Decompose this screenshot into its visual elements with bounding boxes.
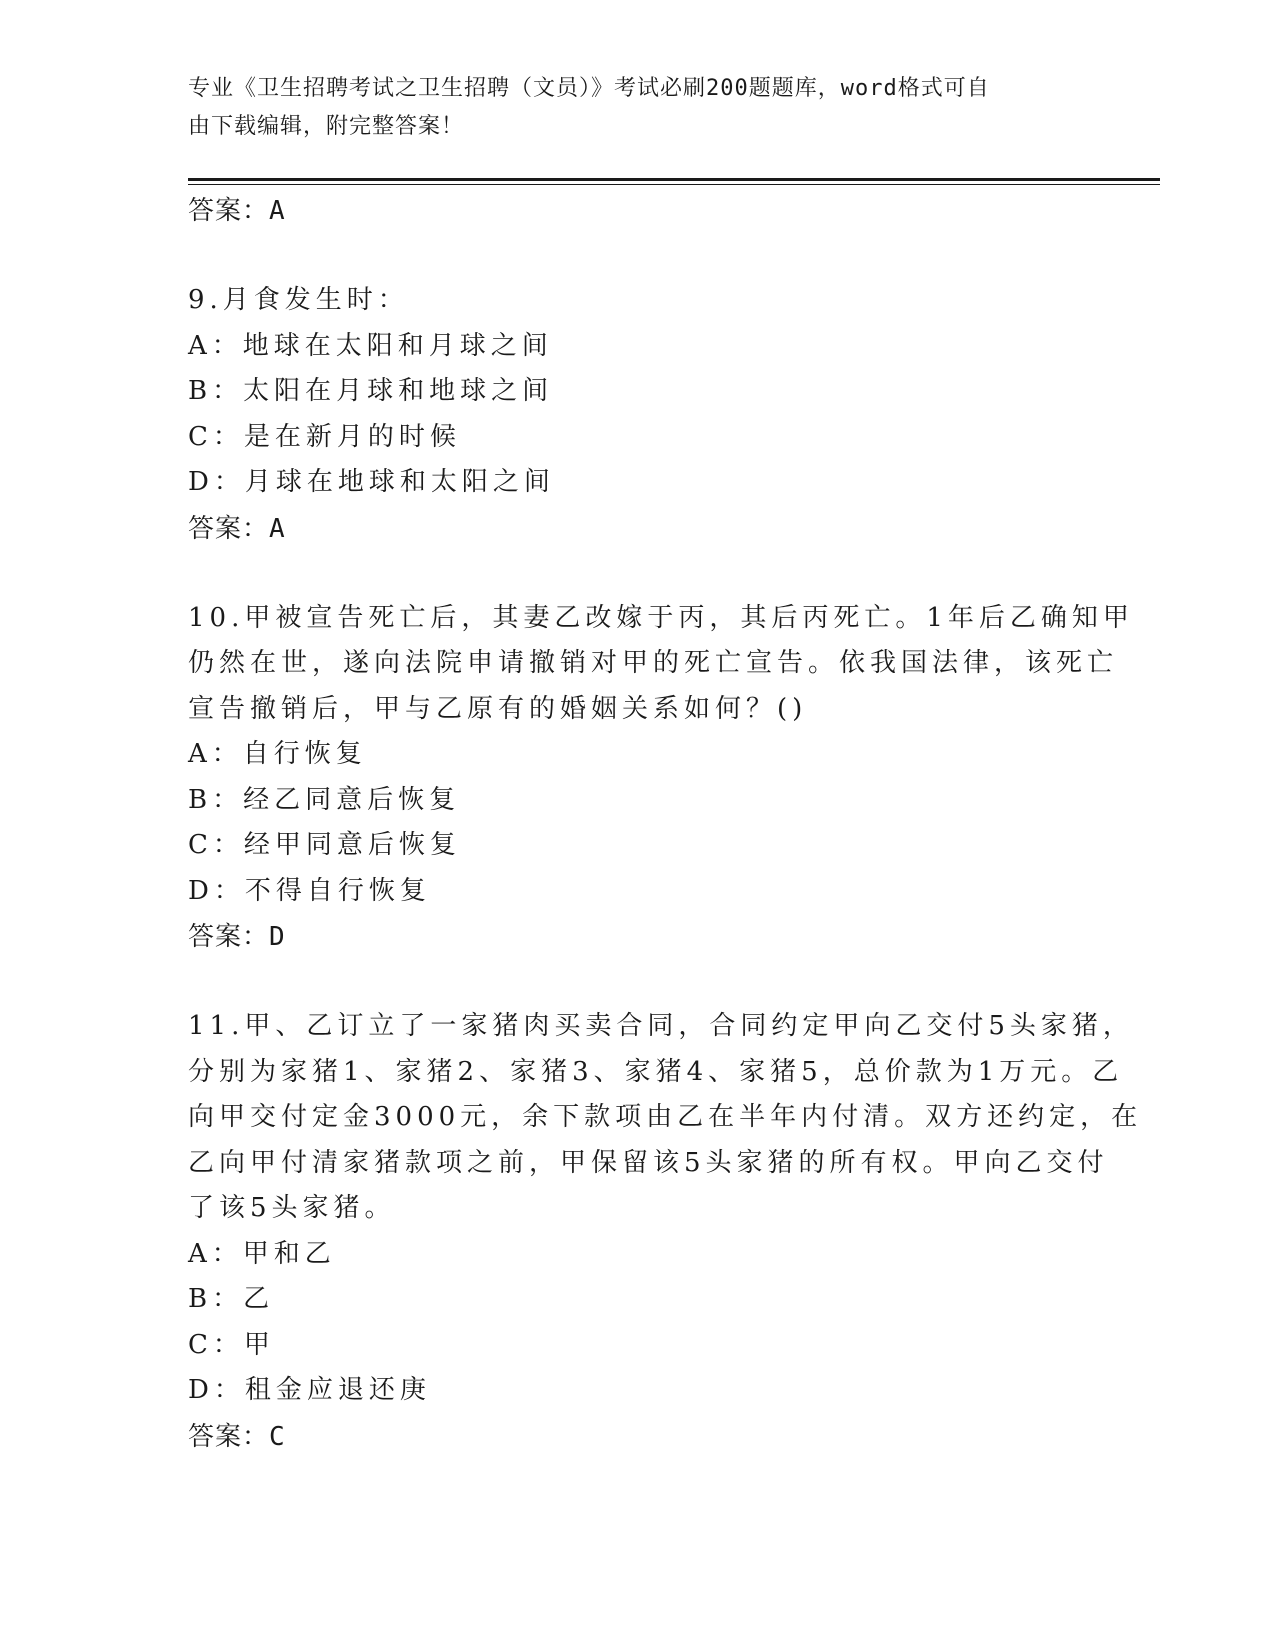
header-divider-thin [188, 184, 1160, 185]
question-text: 9.月食发生时： [188, 285, 409, 315]
option-c: C：经甲同意后恢复 [188, 830, 461, 860]
question-text: 10.甲被宣告死亡后，其妻乙改嫁于丙，其后丙死亡。1年后乙确知甲 [188, 602, 1134, 633]
answer-line: 答案：A [188, 513, 286, 544]
question-text: 11.甲、乙订立了一家猪肉买卖合同，合同约定甲向乙交付5头家猪， [188, 1011, 1134, 1041]
option-c: C：是在新月的时候 [188, 421, 461, 452]
option-d: D：租金应退还庚 [188, 1375, 431, 1405]
option-a: A：自行恢复 [188, 739, 367, 769]
question-block [188, 596, 1134, 961]
header-divider-thick [188, 178, 1160, 181]
header-line-1: 专业《卫生招聘考试之卫生招聘（文员）》考试必刷200题题库，word格式可自 [188, 76, 990, 101]
option-a: A：甲和乙 [188, 1238, 336, 1269]
question-block [188, 1004, 1143, 1460]
document-header [188, 70, 1068, 146]
option-c: C：甲 [188, 1329, 275, 1360]
answer-line: 答案：D [188, 922, 286, 952]
option-a: A：地球在太阳和月球之间 [188, 330, 553, 361]
option-b: B：经乙同意后恢复 [188, 784, 461, 815]
question-text: 仍然在世，遂向法院申请撤销对甲的死亡宣告。依我国法律，该死亡 [188, 648, 1119, 678]
question-text: 分别为家猪1、家猪2、家猪3、家猪4、家猪5，总价款为1万元。乙 [188, 1056, 1124, 1087]
answer-line: 答案：A [188, 196, 286, 226]
option-d: D：不得自行恢复 [188, 875, 431, 906]
question-text: 向甲交付定金3000元，余下款项由乙在半年内付清。双方还约定，在 [188, 1102, 1143, 1132]
header-line-2: 由下载编辑，附完整答案！ [188, 114, 465, 139]
option-d: D：月球在地球和太阳之间 [188, 467, 555, 497]
question-list [188, 188, 1143, 1460]
option-b: B：乙 [188, 1284, 275, 1314]
question-text: 乙向甲付清家猪款项之前，甲保留该5头家猪的所有权。甲向乙交付 [188, 1147, 1109, 1178]
option-b: B：太阳在月球和地球之间 [188, 376, 554, 406]
question-text: 了该5头家猪。 [188, 1193, 396, 1223]
answer-line: 答案：C [188, 1421, 286, 1452]
question-text: 宣告撤销后，甲与乙原有的婚姻关系如何？() [188, 693, 808, 724]
question-block [188, 278, 1088, 552]
